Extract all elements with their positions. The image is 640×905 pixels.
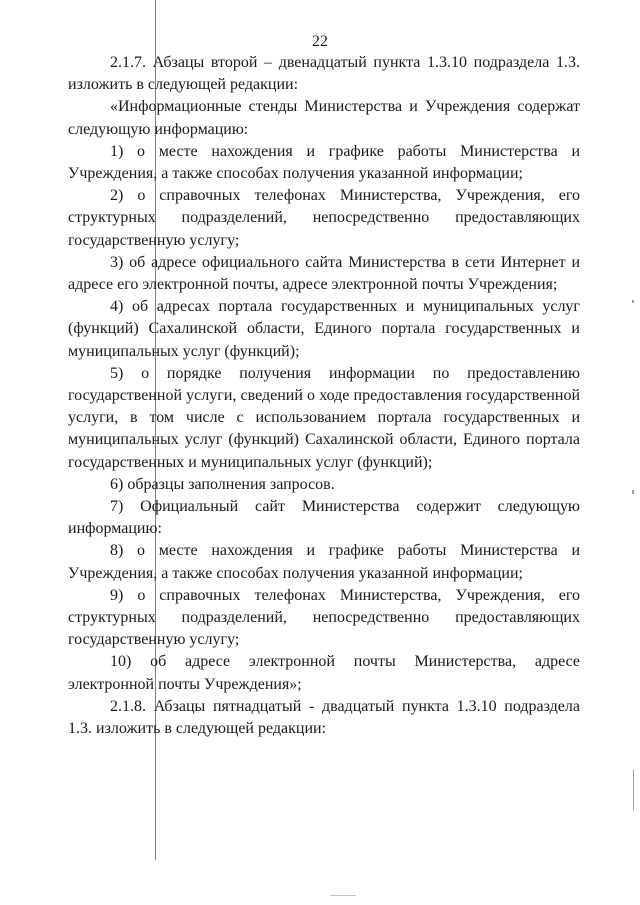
scan-edge-mark-lower [633, 770, 634, 810]
scan-bottom-mark [330, 895, 356, 900]
list-item-1: 1) о месте нахождения и графике работы Министерства и Учреждения, а также способах получения указанной информации; [68, 142, 580, 183]
list-item-10: 10) об адресе электронной почты Министерства, адресе электронной почты Учреждения»; [68, 653, 580, 693]
list-item-7: 7) Официальный сайт Министерства содержит следующую информацию: [68, 498, 580, 538]
list-item-8: 8) о месте нахождения и графике работы Министерства и Учреждения, а также способах получения указанной информации; [68, 542, 580, 582]
list-item-3: 3) об адресе официального сайта Министерства в сети Интернет и адресе его электронной почты, адресе электронной почты Учреждения; [68, 253, 580, 294]
paragraph-2-1-8: 2.1.8. Абзацы пятнадцатый - двадцатый пункта 1.3.10 подраздела 1.3. изложить в следующей редакции: [68, 697, 580, 738]
list-item-9: 9) о справочных телефонах Министерства, Учреждения, его структурных подразделений, непосредственно предоставляющих государственную услугу; [68, 586, 580, 649]
list-item-2: 2) о справочных телефонах Министерства, Учреждения, его структурных подразделений, непосредственно предоставляющих государственную услугу; [68, 187, 580, 249]
page-number: 22 [312, 33, 328, 50]
paragraph-2-1-7: 2.1.7. Абзацы второй – двенадцатый пункта 1.3.10 подраздела 1.3. изложить в следующей редакции: [68, 54, 580, 94]
list-item-6: 6) образцы заполнения запросов. [110, 475, 335, 493]
list-item-5: 5) о порядке получения информации по предоставлению государственной услуги, сведений о ходе предоставления государственной услуги, в том числе с использованием портала государственных и муниципальных услуг (функций) Сахалинской области, Единого портала государственных и муниципальных услуг (функций); [68, 364, 580, 471]
document-body [68, 52, 580, 740]
scan-edge-mark-upper [632, 300, 634, 303]
scan-edge-mark-middle [632, 490, 634, 494]
list-item-4: 4) об адресах портала государственных и муниципальных услуг (функций) Сахалинской области, Единого портала государственных и муниципальных услуг (функций); [68, 298, 580, 360]
paragraph-info-stands: «Информационные стенды Министерства и Учреждения содержат следующую информацию: [68, 98, 580, 138]
